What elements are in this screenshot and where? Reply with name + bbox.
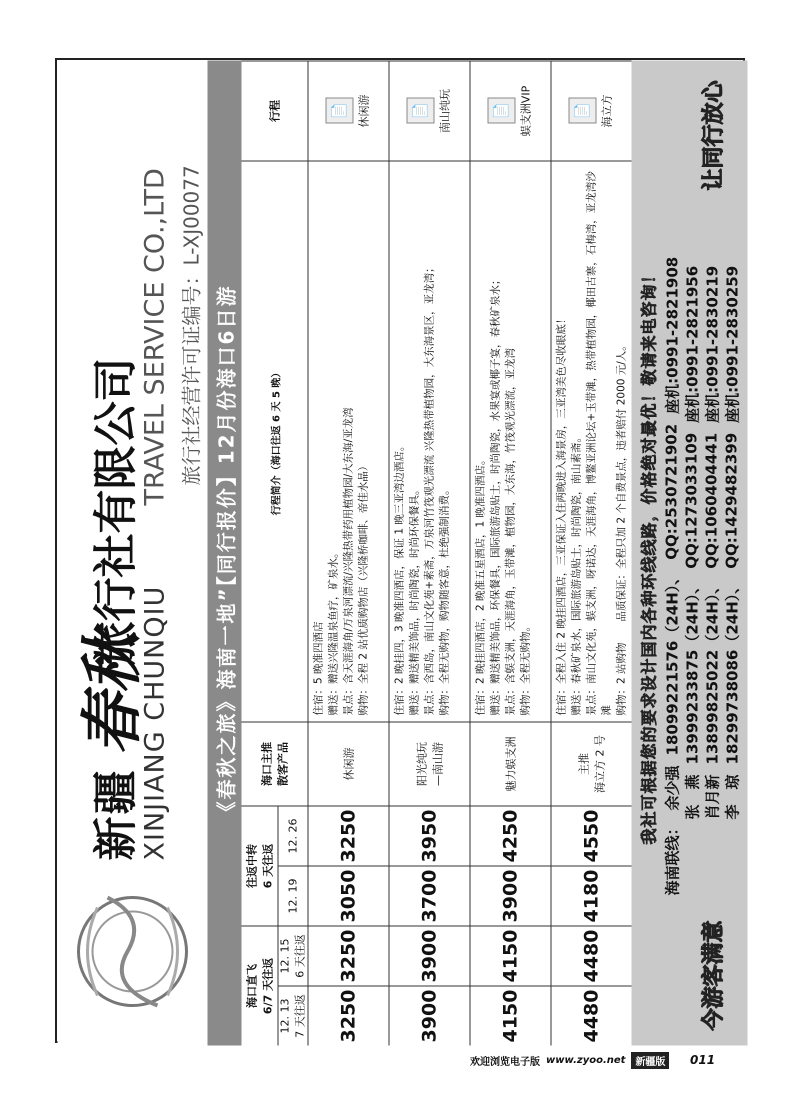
date-cell: 12. 19 [277,865,307,925]
contact-row: 李 琼 18299738086（24H）、 QQ:1429482399 座机:0991-2830259 [722,265,741,819]
itinerary-header: 行程 [241,60,307,160]
contact-row: 张 燕 13999233875（24H）、 QQ:1273033109 座机:0991-2821956 [682,265,701,819]
price-table [241,60,631,1045]
price-cell: 4480 [550,985,631,1045]
itinerary-intro-header: 行程简介（海口往返 6 天 5 晚） [241,160,307,721]
itinerary-description: 住宿：5 晚准四酒店 赠送：赠送兴隆温泉鱼疗，矿泉水。 景点：含天涯海角/万泉河漂流/兴隆热带药用植物园/大东海/亚龙湾 购物：全程 2 站优质购物店（兴隆桥咖啡、帝佳水晶） [307,160,388,721]
brand-region: 新疆 [90,768,141,860]
brand-logotype: 春秋 [75,630,148,755]
contact-row: 海南联线： 余少强 18099221576（24H）、 QQ:2530721902 座机:0991-2821908 [662,256,681,895]
price-cell: 3250 [307,805,388,865]
price-cell: 3700 [388,865,469,925]
document-icon: 📄 [406,98,434,124]
page-number: 011 [690,1053,716,1067]
ad-page-frame [55,58,745,1043]
price-cell: 3950 [388,805,469,865]
slogan-right: 让同行放心 [700,80,726,191]
transit-header [241,805,277,925]
price-cell: 3050 [307,865,388,925]
itinerary-description: 住宿：2 晚挂四酒店，2 晚准五星酒店，1 晚准四酒店。 赠送：赠送精美饰品，环保餐具，国际旅游岛贴士，时尚陶瓷，水果宴或椰子宴，春秋矿泉水； 景点：含蜈支洲，天涯海角，玉带滩，植物园，大东海，竹筏观光漂流，亚龙湾 购物：全程无购物。 [469,160,550,721]
direct-flight-label: 海口直飞 [245,963,258,1008]
document-icon: 📄 [325,98,353,124]
itinerary-doc[interactable]: 📄 海立方 [550,60,631,160]
price-cell: 4250 [469,805,550,865]
edition-badge: 新疆版 [631,1052,669,1069]
transit-sub: 6 天往返 [261,843,274,888]
slogan-left: 今游客满意 [700,920,726,1031]
date-cell: 12. 15 6 天往返 [277,925,307,985]
contact-footer [631,60,747,1045]
table-row [388,60,470,1045]
product-name: 阳光纯玩 —南山游 [388,721,469,805]
itinerary-doc[interactable]: 📄 休闲游 [307,60,388,160]
itinerary-doc[interactable]: 📄 蜈支洲VIP [469,60,550,160]
date-cell: 12. 13 7 天往返 [277,985,307,1045]
welcome-text: 欢迎浏览电子版 [470,1056,540,1068]
direct-flight-sub: 6/7 天往返 [261,957,274,1014]
itinerary-description: 住宿：2 晚挂四，3 晚准四酒店，保证 1 晚三亚湾边酒店。 赠送：赠送精美饰品，时尚陶瓷，时尚环保餐具。 景点：含西岛，南山文化苑+素斋，万泉河竹筏观光漂流 兴隆热带植物园，大东海景区，亚龙湾； 购物：全程无购物，购物随客意，杜绝强制消费。 [388,160,469,721]
document-icon: 📄 [568,98,596,124]
direct-flight-header [241,925,277,1045]
website-link[interactable]: www.zyoo.net [546,1054,626,1066]
contact-row: 肖月新 13899825022（24H）、 QQ:1060404441 座机:0991-2830219 [702,265,721,819]
table-row [307,60,389,1045]
products-header: 海口主推 散客产品 [241,721,307,805]
phone-number[interactable]: 13899825022（24H）、 [702,578,721,764]
company-header [57,60,207,1045]
price-cell: 4550 [550,805,631,865]
product-name: 休闲游 [307,721,388,805]
brand-company-name: 旅行社有限公司 [90,357,141,665]
transit-label: 往返中转 [245,843,258,888]
price-cell: 3900 [469,865,550,925]
brand-english-2: TRAVEL SERVICE CO.,LTD [139,167,170,505]
contact-list [661,195,745,895]
date-cell: 12. 26 [277,805,307,865]
offer-title-bar: 《春秋之旅》海南一地”【同行报价】12月份海口6日游 [207,60,241,1045]
phone-number[interactable]: 18099221576（24H）、 [662,569,681,755]
phone-number[interactable]: 13999233875（24H）、 [682,578,701,764]
product-name: 魅力蜈支洲 [469,721,550,805]
service-banner: 我社可根据您的要求设计国内各种环线线路，价格绝对最优！敬请来电咨询！ [638,266,658,845]
price-cell: 4150 [469,925,550,985]
table-row [550,60,632,1045]
price-cell: 4150 [469,985,550,1045]
phone-number[interactable]: 18299738086（24H）、 [722,578,741,764]
rotated-content [57,60,747,1045]
product-name: 主推 海立方 2 号 [550,721,631,805]
price-cell: 3900 [388,925,469,985]
document-icon: 📄 [487,98,515,124]
price-cell: 3900 [388,985,469,1045]
price-cell: 3250 [307,985,388,1045]
contact-label: 海南联线： [662,819,681,895]
price-cell: 4480 [550,925,631,985]
brand-english-1: XINJIANG CHUNQIU [139,585,170,860]
price-cell: 4180 [550,865,631,925]
license-number: 旅行社经营许可证编号：L-XJ00077 [179,164,203,485]
itinerary-doc[interactable]: 📄 南山纯玩 [388,60,469,160]
table-row [469,60,551,1045]
company-logo-emblem [67,877,197,1025]
price-cell: 3250 [307,925,388,985]
table-date-row [277,60,308,1045]
table-header-row [241,60,289,1045]
itinerary-description: 住宿：全程入住 2 晚挂四酒店，三亚保证入住两晚进入海景房，三亚湾美色尽收眼底！ 赠送：春秋矿泉水，国际旅游岛贴士，时尚陶瓷，南山素斋。 景点：南山文化苑，蜈支洲，呀诺达，天涯海角，博鳌亚洲论坛+玉带滩，热带植物园，椰田古寨，石梅湾，亚龙湾沙滩 购物：2 站购物 品质保证：全程只加 2 个自费景点，违者赔付 2000 元/人。 [550,160,631,721]
